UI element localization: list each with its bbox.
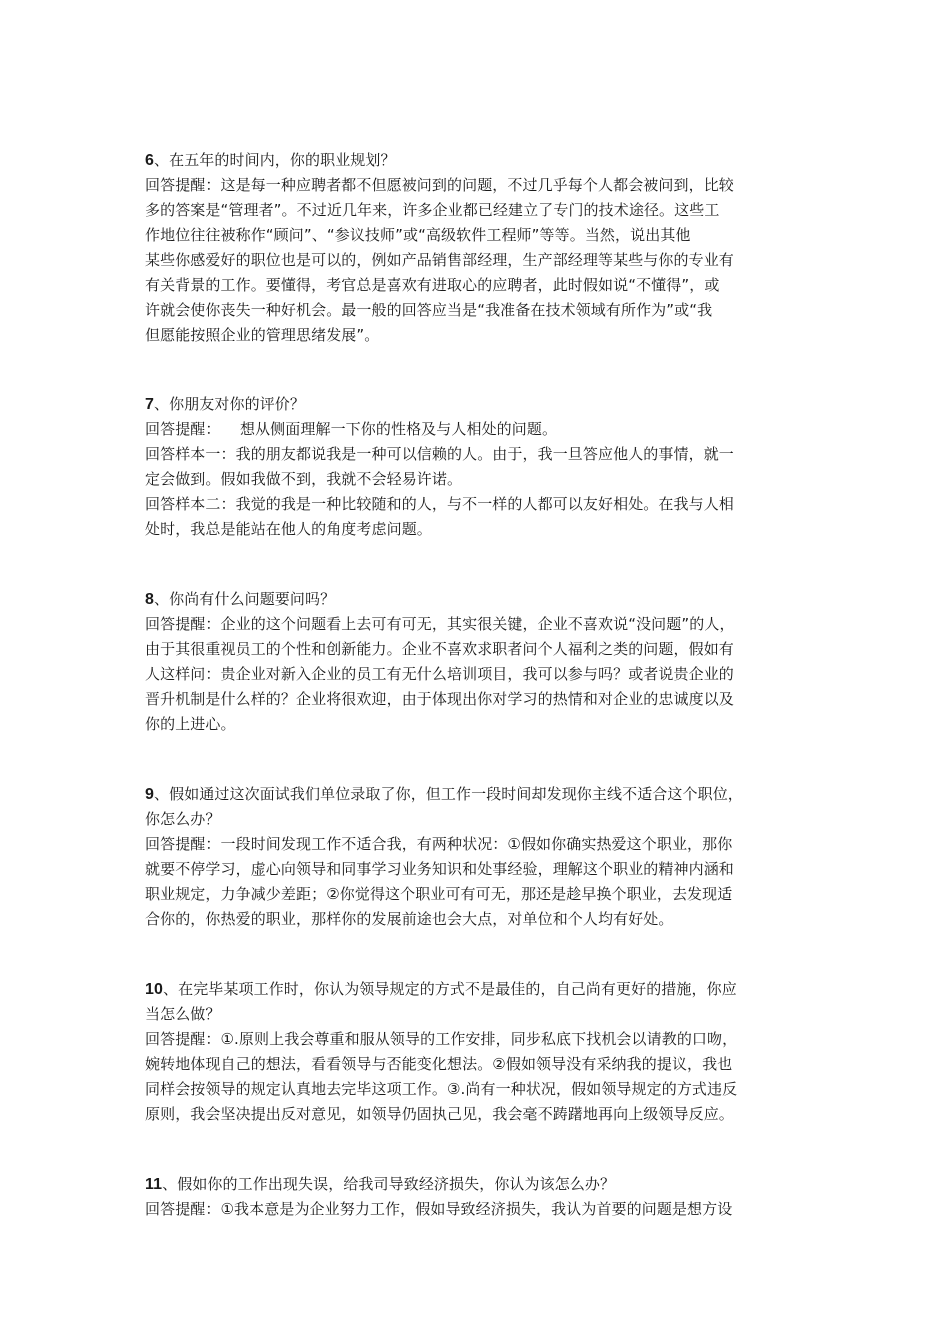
answer-line: 回答样本二：我觉的我是一种比较随和的人，与不一样的人都可以友好相处。在我与人相 [145,495,734,513]
answer-line: 但愿能按照企业的管理思绪发展”。 [145,326,380,344]
answer-line: 同样会按领导的规定认真地去完毕这项工作。③.尚有一种状况，假如领导规定的方式违反 [145,1080,738,1098]
answer-line: 回答样本一：我的朋友都说我是一种可以信赖的人。由于，我一旦答应他人的事情，就一 [145,445,734,463]
answer-line: 处时，我总是能站在他人的角度考虑问题。 [145,520,432,538]
question-title: 11、假如你的工作出现失误，给我司导致经济损失，你认为该怎么办？ [145,1175,616,1193]
question-number: 6 [145,152,154,169]
qa-section-9 [145,782,805,932]
answer-line: 有关背景的工作。要懂得，考官总是喜欢有进取心的应聘者，此时假如说“不懂得”，或 [145,276,720,294]
question-title: 7、你朋友对你的评价？ [145,395,306,413]
question-number: 10 [145,981,163,998]
answer-line: 就要不停学习，虚心向领导和同事学习业务知识和处事经验，理解这个职业的精神内涵和 [145,860,734,878]
answer-line: 回答提醒：①我本意是为企业努力工作，假如导致经济损失，我认为首要的问题是想方设 [145,1200,733,1218]
answer-line: 回答提醒：这是每一种应聘者都不但愿被问到的问题，不过几乎每个人都会被问到，比较 [145,176,734,194]
question-title-continued: 你怎么办？ [145,810,221,828]
question-title: 6、在五年的时间内，你的职业规划？ [145,151,396,169]
question-title: 8、你尚有什么问题要问吗？ [145,590,336,608]
question-number: 11 [145,1176,163,1193]
answer-line: 多的答案是“管理者”。不过近几年来，许多企业都已经建立了专门的技术途径。这些工 [145,201,720,219]
answer-line: 许就会使你丧失一种好机会。最一般的回答应当是“我准备在技术领域有所作为”或“我 [145,301,713,319]
answer-line: 你的上进心。 [145,715,236,733]
qa-section-8 [145,587,805,737]
answer-line: 职业规定，力争减少差距；②你觉得这个职业可有可无，那还是趁早换个职业，去发现适 [145,885,733,903]
question-title-continued: 当怎么做？ [145,1005,221,1023]
question-number: 9 [145,786,154,803]
qa-section-10 [145,977,805,1127]
qa-section-7 [145,392,805,542]
question-title: 10、在完毕某项工作时，你认为领导规定的方式不是最佳的，自己尚有更好的措施，你应 [145,980,737,998]
answer-line: 人这样问：贵企业对新入企业的员工有无什么培训项目，我可以参与吗？或者说贵企业的 [145,665,734,683]
question-number: 7 [145,396,154,413]
answer-line: 由于其很重视员工的个性和创新能力。企业不喜欢求职者问个人福利之类的问题，假如有 [145,640,734,658]
question-number: 8 [145,591,154,608]
answer-line: 合你的，你热爱的职业，那样你的发展前途也会大点，对单位和个人均有好处。 [145,910,674,928]
qa-section-11 [145,1172,805,1222]
answer-line: 晋升机制是什么样的？企业将很欢迎，由于体现出你对学习的热情和对企业的忠诚度以及 [145,690,734,708]
qa-section-6 [145,148,805,348]
question-title: 9、假如通过这次面试我们单位录取了你，但工作一段时间却发现你主线不适合这个职位， [145,785,743,803]
answer-line: 某些你感爱好的职位也是可以的，例如产品销售部经理，生产部经理等某些与你的专业有 [145,251,734,269]
answer-line: 回答提醒： 想从侧面理解一下你的性格及与人相处的问题。 [145,420,558,438]
answer-line: 作地位往往被称作“顾问”、“参议技师”或“高级软件工程师”等等。当然，说出其他 [145,226,691,244]
answer-line: 回答提醒：一段时间发现工作不适合我，有两种状况：①假如你确实热爱这个职业，那你 [145,835,733,853]
answer-line: 婉转地体现自己的想法，看看领导与否能变化想法。②假如领导没有采纳我的提议，我也 [145,1055,733,1073]
answer-line: 定会做到。假如我做不到，我就不会轻易许诺。 [145,470,463,488]
answer-line: 回答提醒：企业的这个问题看上去可有可无，其实很关键，企业不喜欢说“没问题”的人， [145,615,735,633]
answer-line: 原则，我会坚决提出反对意见，如领导仍固执己见，我会毫不踌躇地再向上级领导反应。 [145,1105,734,1123]
answer-line: 回答提醒：①.原则上我会尊重和服从领导的工作安排，同步私底下找机会以请教的口吻， [145,1030,738,1048]
document-page [145,148,805,1222]
